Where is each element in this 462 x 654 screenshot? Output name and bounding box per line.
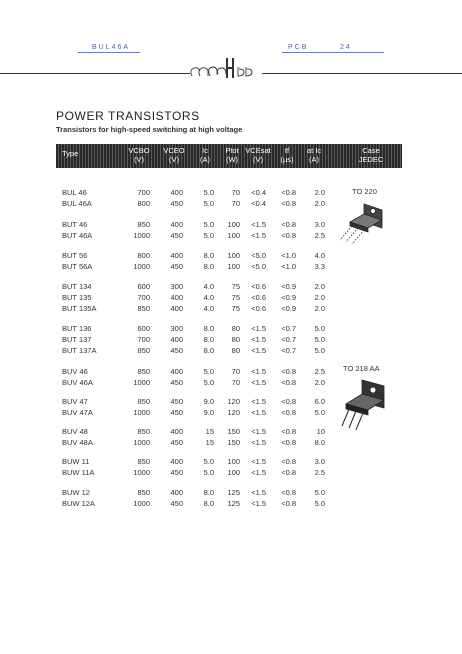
- cell-vcbo: 850: [137, 397, 150, 406]
- cell-vcesat: <5.0: [251, 262, 266, 271]
- table-row: [0, 282, 462, 292]
- cell-ptot: 75: [231, 282, 240, 291]
- cell-vcesat: <1.5: [251, 378, 266, 387]
- cell-ic2: 2.0: [314, 378, 325, 387]
- table-row: [0, 488, 462, 498]
- cell-tf: <0.7: [281, 335, 296, 344]
- cell-vcbo: 850: [137, 457, 150, 466]
- header-label: Case: [362, 146, 380, 155]
- cell-ic: 9.0: [203, 408, 214, 417]
- cell-ic: 15: [205, 427, 214, 436]
- cell-vcbo: 700: [137, 293, 150, 302]
- cell-vceo: 400: [170, 335, 183, 344]
- cell-vceo: 400: [170, 488, 183, 497]
- cell-vceo: 400: [170, 367, 183, 376]
- cell-type: BUT 46A: [62, 231, 93, 240]
- cell-ic2: 2.5: [314, 468, 325, 477]
- cell-vcesat: <1.5: [251, 468, 266, 477]
- header-cell-ic: [196, 146, 214, 164]
- cell-ptot: 75: [231, 293, 240, 302]
- table-row: [0, 304, 462, 314]
- cell-type: BUT 46: [62, 220, 88, 229]
- cell-ic: 5.0: [203, 367, 214, 376]
- cell-vcbo: 850: [137, 304, 150, 313]
- cell-vcesat: <1.5: [251, 231, 266, 240]
- cell-vceo: 450: [170, 231, 183, 240]
- cell-ic: 8.0: [203, 262, 214, 271]
- cell-vceo: 400: [170, 293, 183, 302]
- cell-vceo: 400: [170, 427, 183, 436]
- cell-vceo: 450: [170, 346, 183, 355]
- cell-vceo: 450: [170, 408, 183, 417]
- cell-ptot: 125: [227, 488, 240, 497]
- cell-ic2: 2.0: [314, 199, 325, 208]
- cell-vceo: 400: [170, 220, 183, 229]
- cell-ptot: 80: [231, 335, 240, 344]
- cell-ic2: 3.0: [314, 457, 325, 466]
- cell-type: BUV 48A: [62, 438, 93, 447]
- cell-vceo: 450: [170, 262, 183, 271]
- cell-ic2: 5.0: [314, 488, 325, 497]
- cell-vceo: 400: [170, 457, 183, 466]
- header-cell-vceo: [162, 146, 186, 164]
- cell-type: BUL 46A: [62, 199, 92, 208]
- header-label: VCEO: [163, 146, 185, 155]
- cell-ic2: 2.0: [314, 304, 325, 313]
- cell-tf: <0.8: [281, 427, 296, 436]
- cell-type: BUW 12: [62, 488, 90, 497]
- cell-tf: <0.8: [281, 457, 296, 466]
- cell-ptot: 100: [227, 457, 240, 466]
- cell-ic2: 2.0: [314, 282, 325, 291]
- cell-ptot: 150: [227, 427, 240, 436]
- cell-type: BUT 137A: [62, 346, 97, 355]
- cell-tf: <1.0: [281, 262, 296, 271]
- cell-ptot: 125: [227, 499, 240, 508]
- cell-vceo: 450: [170, 499, 183, 508]
- header-page-number: 24: [340, 44, 352, 51]
- cell-type: BUW 11: [62, 457, 90, 466]
- cell-vcbo: 1000: [133, 438, 150, 447]
- cell-ic: 5.0: [203, 378, 214, 387]
- page-subtitle: Transistors for high-speed switching at high voltage: [56, 125, 243, 134]
- cell-type: BUT 135: [62, 293, 92, 302]
- table-row: [0, 262, 462, 272]
- cell-vcbo: 850: [137, 367, 150, 376]
- cell-tf: <0.8: [281, 220, 296, 229]
- cell-vceo: 400: [170, 188, 183, 197]
- cell-vceo: 300: [170, 282, 183, 291]
- cell-ic: 4.0: [203, 293, 214, 302]
- header-rule-main-right: [262, 73, 462, 74]
- cell-vcbo: 600: [137, 282, 150, 291]
- cell-ic2: 2.0: [314, 188, 325, 197]
- cell-tf: <0.8: [281, 199, 296, 208]
- header-cell-vcbo: [126, 146, 152, 164]
- header-label: Type: [62, 149, 79, 158]
- cell-vceo: 450: [170, 468, 183, 477]
- header-left-code: BUL46A: [92, 44, 131, 51]
- cell-vcbo: 600: [137, 324, 150, 333]
- cell-vcesat: <0.4: [251, 199, 266, 208]
- cell-type: BUV 47: [62, 397, 88, 406]
- cell-vcbo: 1000: [133, 468, 150, 477]
- cell-type: BUW 12A: [62, 499, 95, 508]
- cell-tf: <0.9: [281, 304, 296, 313]
- cell-vcbo: 1000: [133, 231, 150, 240]
- cell-ic2: 5.0: [314, 499, 325, 508]
- cell-type: BUT 56A: [62, 262, 93, 271]
- cell-ic: 8.0: [203, 251, 214, 260]
- cell-ptot: 70: [231, 199, 240, 208]
- header-label: at Ic: [306, 146, 322, 155]
- header-cell-type: [62, 149, 88, 158]
- cell-type: BUT 137: [62, 335, 92, 344]
- cell-ic: 8.0: [203, 346, 214, 355]
- header-unit: (V): [253, 155, 263, 164]
- cell-vcesat: <1.5: [251, 488, 266, 497]
- cell-ptot: 70: [231, 188, 240, 197]
- cell-vcesat: <1.5: [251, 335, 266, 344]
- cell-ptot: 120: [227, 397, 240, 406]
- cell-vcbo: 800: [137, 199, 150, 208]
- cell-ic2: 10: [316, 427, 325, 436]
- header-cell-case: [346, 146, 396, 164]
- cell-tf: <0.8: [281, 231, 296, 240]
- cell-ic2: 2.5: [314, 231, 325, 240]
- cell-ic2: 5.0: [314, 408, 325, 417]
- to218-package-illustration: [338, 378, 404, 430]
- header-label: Ic: [202, 146, 208, 155]
- cell-vcesat: <1.5: [251, 397, 266, 406]
- cell-vcbo: 700: [137, 335, 150, 344]
- table-row: [0, 468, 462, 478]
- cell-ic: 4.0: [203, 282, 214, 291]
- cell-vcesat: <1.5: [251, 499, 266, 508]
- cell-ptot: 70: [231, 378, 240, 387]
- header-cell-ic2: [303, 146, 325, 164]
- cell-ic2: 2.5: [314, 367, 325, 376]
- header-right-code: PCB: [288, 44, 309, 51]
- header-unit: (µs): [280, 155, 294, 164]
- table-row: [0, 438, 462, 448]
- header-rule-left: [78, 52, 140, 53]
- table-row: [0, 324, 462, 334]
- cell-vcbo: 850: [137, 346, 150, 355]
- table-row: [0, 346, 462, 356]
- cell-vcesat: <1.5: [251, 438, 266, 447]
- cell-ic2: 2.0: [314, 293, 325, 302]
- cell-ic2: 4.0: [314, 251, 325, 260]
- cell-vceo: 400: [170, 304, 183, 313]
- cell-ic2: 6.0: [314, 397, 325, 406]
- header-cell-ptot: [222, 146, 242, 164]
- cell-ic2: 8.0: [314, 438, 325, 447]
- cell-ic: 5.0: [203, 457, 214, 466]
- header-cell-tf: [276, 146, 298, 164]
- cell-vceo: 450: [170, 199, 183, 208]
- cell-tf: <0.7: [281, 324, 296, 333]
- cell-vcbo: 800: [137, 251, 150, 260]
- cell-ic: 5.0: [203, 199, 214, 208]
- cell-tf: <0.9: [281, 282, 296, 291]
- cell-type: BUL 46: [62, 188, 87, 197]
- cell-vcbo: 700: [137, 188, 150, 197]
- cell-ic: 15: [205, 438, 214, 447]
- cell-tf: <0.8: [281, 488, 296, 497]
- header-cell-vcesat: [245, 146, 271, 164]
- cell-vcbo: 1000: [133, 262, 150, 271]
- header-unit: JEDEC: [358, 155, 384, 164]
- cell-ptot: 150: [227, 438, 240, 447]
- page-title: POWER TRANSISTORS: [56, 109, 200, 123]
- cell-vcbo: 850: [137, 488, 150, 497]
- cell-type: BUV 47A: [62, 408, 93, 417]
- cell-tf: <0.9: [281, 293, 296, 302]
- cell-tf: <0.8: [281, 499, 296, 508]
- cell-ptot: 100: [227, 251, 240, 260]
- cell-ptot: 100: [227, 220, 240, 229]
- cell-vcbo: 1000: [133, 499, 150, 508]
- cell-ic: 5.0: [203, 231, 214, 240]
- cell-tf: <0.8: [281, 378, 296, 387]
- cell-vcesat: <1.5: [251, 427, 266, 436]
- table-row: [0, 188, 462, 198]
- case-label-to218: TO 218 AA: [343, 364, 380, 373]
- cell-vcesat: <0.6: [251, 293, 266, 302]
- cell-ptot: 100: [227, 468, 240, 477]
- cell-ic2: 5.0: [314, 324, 325, 333]
- cell-type: BUV 48: [62, 427, 88, 436]
- cell-ic2: 5.0: [314, 335, 325, 344]
- cell-ic: 8.0: [203, 335, 214, 344]
- header-unit: (V): [134, 155, 144, 164]
- header-rule-main-left: [0, 73, 190, 74]
- header-label: VCBO: [128, 146, 150, 155]
- cell-vcesat: <1.5: [251, 408, 266, 417]
- cell-tf: <0.8: [281, 397, 296, 406]
- cell-vcesat: <0.6: [251, 304, 266, 313]
- cell-type: BUT 134: [62, 282, 92, 291]
- cell-type: BUT 136: [62, 324, 92, 333]
- header-label: tf: [284, 146, 290, 155]
- cell-vcesat: <1.5: [251, 346, 266, 355]
- table-row: [0, 293, 462, 303]
- cell-ic: 9.0: [203, 397, 214, 406]
- cell-type: BUT 56: [62, 251, 88, 260]
- cell-type: BUV 46A: [62, 378, 93, 387]
- cell-vcbo: 1000: [133, 378, 150, 387]
- table-row: [0, 251, 462, 261]
- cell-vceo: 300: [170, 324, 183, 333]
- table-row: [0, 335, 462, 345]
- to220-package-illustration: [338, 200, 402, 248]
- cell-vceo: 450: [170, 397, 183, 406]
- cell-ptot: 80: [231, 324, 240, 333]
- cell-vceo: 450: [170, 378, 183, 387]
- cell-vcesat: <1.5: [251, 324, 266, 333]
- cell-ptot: 120: [227, 408, 240, 417]
- cell-tf: <0.8: [281, 438, 296, 447]
- table-row: [0, 457, 462, 467]
- cell-tf: <0.8: [281, 408, 296, 417]
- cell-vcesat: <1.5: [251, 220, 266, 229]
- cell-ic: 8.0: [203, 488, 214, 497]
- cell-ptot: 75: [231, 304, 240, 313]
- cell-type: BUV 46: [62, 367, 88, 376]
- cell-ic: 5.0: [203, 188, 214, 197]
- cell-ic2: 3.3: [314, 262, 325, 271]
- cell-ic2: 3.0: [314, 220, 325, 229]
- header-unit: (W): [225, 155, 239, 164]
- header-label: VCEsat: [245, 146, 271, 155]
- cell-ic2: 5.0: [314, 346, 325, 355]
- cell-tf: <1.0: [281, 251, 296, 260]
- cell-ic: 4.0: [203, 304, 214, 313]
- cell-ptot: 70: [231, 367, 240, 376]
- cell-ic: 8.0: [203, 324, 214, 333]
- cell-vcbo: 850: [137, 427, 150, 436]
- cell-vcesat: <1.5: [251, 367, 266, 376]
- cell-ic: 5.0: [203, 220, 214, 229]
- cell-tf: <0.8: [281, 188, 296, 197]
- cell-ptot: 100: [227, 231, 240, 240]
- cell-type: BUW 11A: [62, 468, 95, 477]
- cell-vcesat: <0.4: [251, 188, 266, 197]
- table-row: [0, 367, 462, 377]
- cell-tf: <0.7: [281, 346, 296, 355]
- company-logo: [186, 56, 266, 80]
- header-unit: (A): [200, 155, 210, 164]
- cell-type: BUT 135A: [62, 304, 97, 313]
- cell-vceo: 400: [170, 251, 183, 260]
- cell-vcesat: <0.6: [251, 282, 266, 291]
- table-row: [0, 499, 462, 509]
- header-unit: (V): [169, 155, 179, 164]
- cell-vcesat: <1.5: [251, 457, 266, 466]
- cell-vcesat: <5.0: [251, 251, 266, 260]
- cell-vcbo: 850: [137, 220, 150, 229]
- cell-ptot: 80: [231, 346, 240, 355]
- cell-tf: <0.8: [281, 468, 296, 477]
- cell-ptot: 100: [227, 262, 240, 271]
- header-unit: (A): [309, 155, 319, 164]
- case-label-to220: TO 220: [352, 187, 377, 196]
- cell-vceo: 450: [170, 438, 183, 447]
- cell-vcbo: 1000: [133, 408, 150, 417]
- header-rule-right: [282, 52, 384, 53]
- cell-ic: 5.0: [203, 468, 214, 477]
- header-label: Ptot: [225, 146, 239, 155]
- cell-tf: <0.8: [281, 367, 296, 376]
- cell-ic: 8.0: [203, 499, 214, 508]
